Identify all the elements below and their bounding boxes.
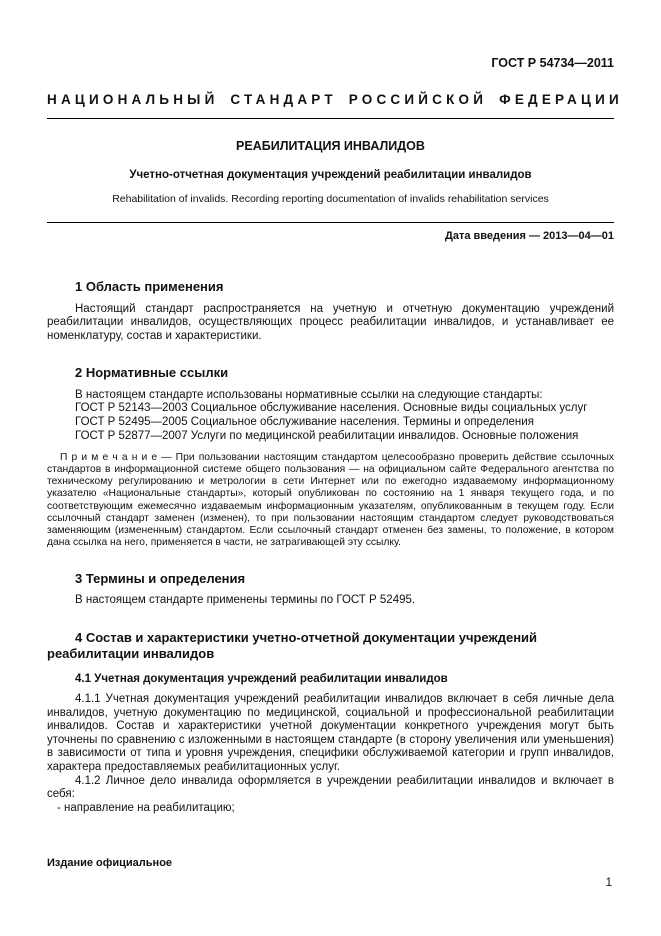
paragraph-4-1-1: 4.1.1 Учетная документация учреждений реабилитации инвалидов включает в себя личные дела инвалидов, учетную документацию по медицинской, социальной и профессиональной реабилитации инвалидов. Состав и характеристики учетной документации конкретного учреждения могут быть уточнены по сравнению с изложенными в настоящем стандарте (в сторону увеличения или уменьшения) в зависимости от типа и уровня учреждения, специфики обслуживаемой категории и групп инвалидов, характера предоставляемых реабилитационных услуг. bbox=[47, 693, 614, 773]
standard-reference-2: ГОСТ Р 52495—2005 Социальное обслуживание населения. Термины и определения bbox=[75, 415, 534, 428]
standard-reference-1: ГОСТ Р 52143—2003 Социальное обслуживание населения. Основные виды социальных услуг bbox=[75, 402, 588, 415]
doc-title-en: Rehabilitation of invalids. Recording reporting documentation of invalids rehabilitation services bbox=[112, 193, 549, 205]
section-4-heading: 4 Состав и характеристики учетно-отчетной документации учреждений реабилитации инвалидов bbox=[47, 630, 538, 661]
divider-title-block bbox=[47, 222, 614, 223]
doc-subtitle-ru: Учетно-отчетная документация учреждений реабилитации инвалидов bbox=[129, 169, 532, 181]
introduction-date: Дата введения — 2013—04—01 bbox=[445, 230, 614, 242]
section-3-paragraph: В настоящем стандарте применены термины по ГОСТ Р 52495. bbox=[75, 594, 416, 607]
standard-reference-3: ГОСТ Р 52877—2007 Услуги по медицинской реабилитации инвалидов. Основные положения bbox=[75, 429, 579, 442]
doc-title-ru: РЕАБИЛИТАЦИЯ ИНВАЛИДОВ bbox=[236, 139, 425, 153]
list-item-referral: - направление на реабилитацию; bbox=[57, 801, 235, 814]
page-number: 1 bbox=[605, 877, 612, 889]
national-standard-heading: НАЦИОНАЛЬНЫЙ СТАНДАРТ РОССИЙСКОЙ ФЕДЕРАЦИИ bbox=[47, 92, 623, 107]
section-2-note: П р и м е ч а н и е — При пользовании настоящим стандартом целесообразно проверить действие ссылочных стандартов в информационной системе общего пользования — на официальном сайте Федерального агентства по техническому регулированию и метрологии в сети Интернет или по ежегодно издаваемому информационному указателю «Национальные стандарты», который опубликован по состоянию на 1 января текущего года, и по соответствующим ежемесячно издаваемым информационным указателям, опубликованным в текущем году. Если ссылочный стандарт заменен (изменен), то при пользовании настоящим стандартом следует руководствоваться заменяющим (измененным) стандартом. Если ссылочный стандарт отменен без замены, то положение, в котором дана ссылка на него, применяется в части, не затрагивающей эту ссылку. bbox=[47, 452, 614, 548]
doc-number: ГОСТ Р 54734—2011 bbox=[491, 56, 614, 70]
section-4-1-heading: 4.1 Учетная документация учреждений реабилитации инвалидов bbox=[75, 673, 448, 685]
official-edition-label: Издание официальное bbox=[47, 857, 173, 869]
divider-top bbox=[47, 118, 614, 119]
section-3-heading: 3 Термины и определения bbox=[75, 570, 246, 586]
section-2-heading: 2 Нормативные ссылки bbox=[75, 365, 229, 381]
paragraph-4-1-2: 4.1.2 Личное дело инвалида оформляется в учреждении реабилитации инвалидов и включает в себя: bbox=[47, 774, 614, 801]
section-2-intro: В настоящем стандарте использованы нормативные ссылки на следующие стандарты: bbox=[75, 388, 543, 401]
section-1-paragraph: Настоящий стандарт распространяется на учетную и отчетную документацию учреждений реабилитации инвалидов, осуществляющих процесс реабилитации инвалидов, и устанавливает ее номенклатуру, состав и характеристики. bbox=[47, 302, 614, 342]
section-1-heading: 1 Область применения bbox=[75, 279, 224, 294]
